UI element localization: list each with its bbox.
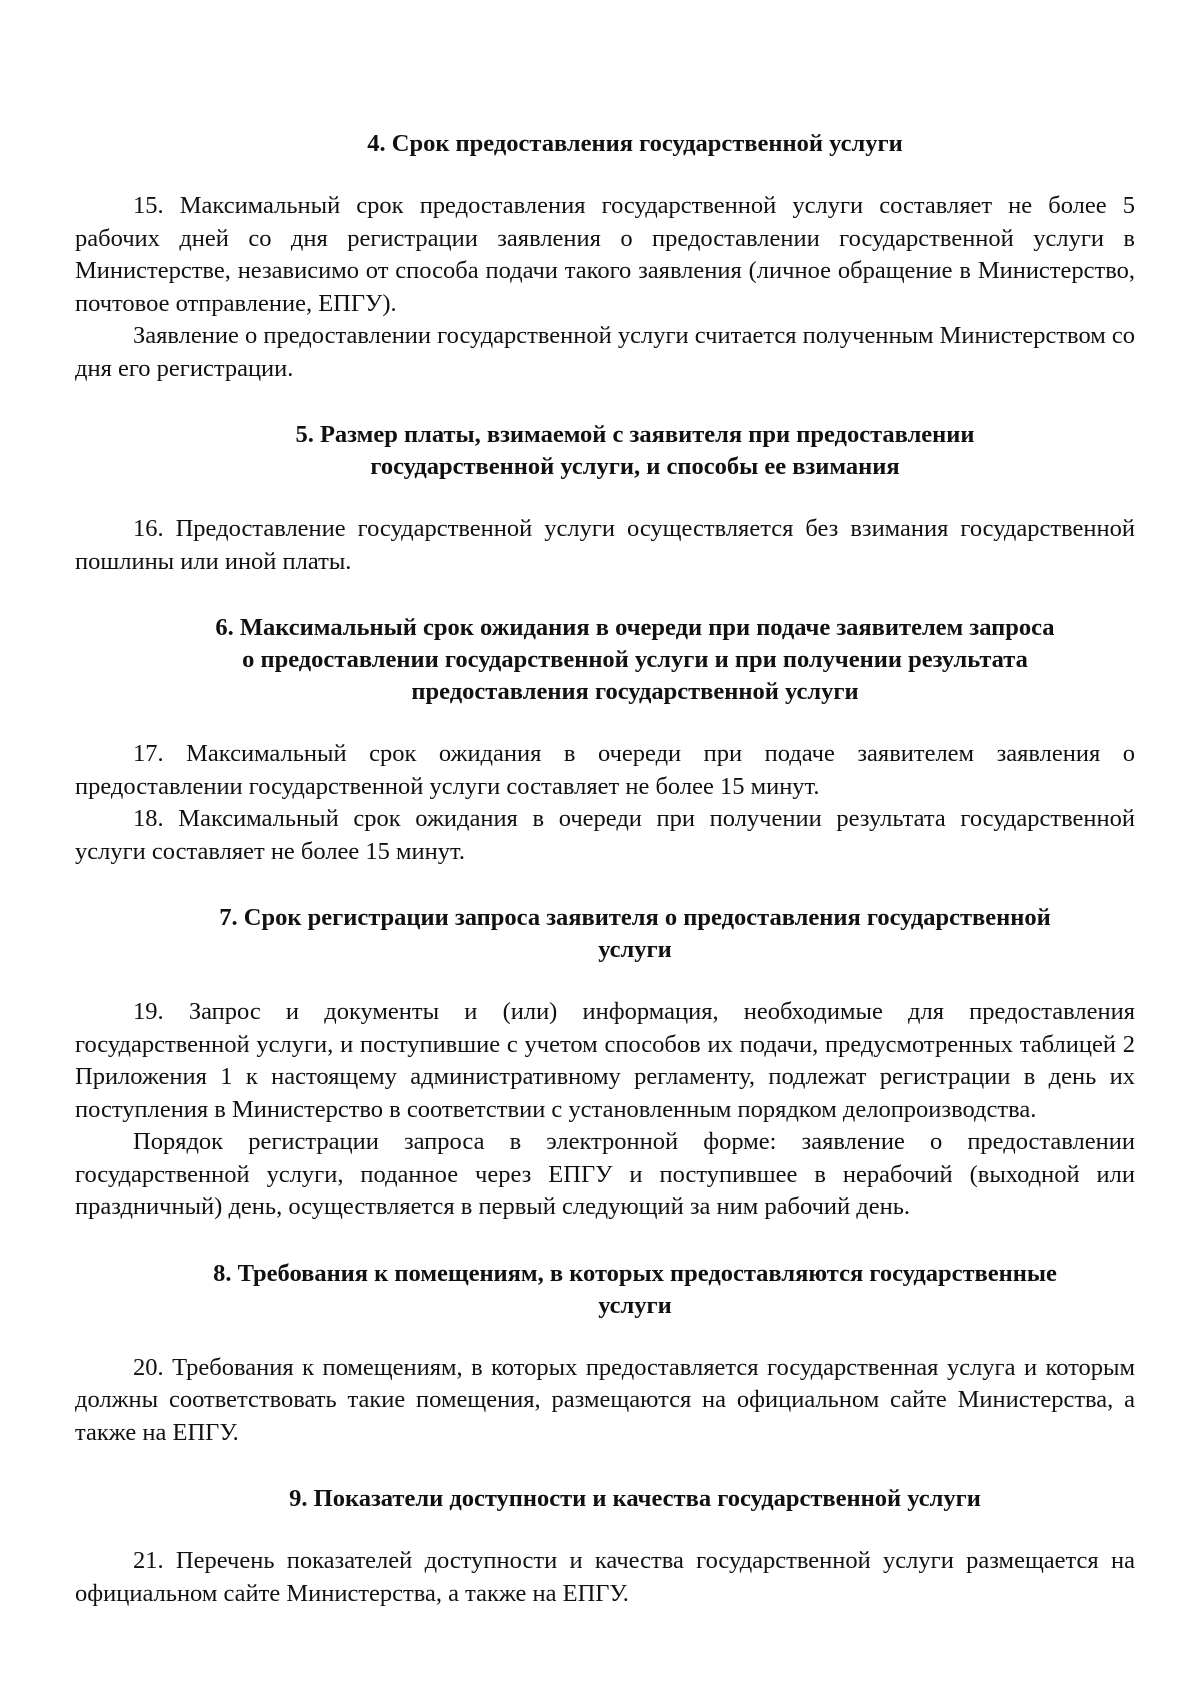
paragraph-15-note: Заявление о предоставлении государственной услуги считается полученным Министерством со дня его регистрации. bbox=[75, 322, 1135, 382]
section-title-line: 5. Размер платы, взимаемой с заявителя при предоставлении bbox=[295, 421, 975, 448]
section-6 bbox=[75, 612, 1135, 868]
paragraph-21: 21. Перечень показателей доступности и качества государственной услуги размещается на официальном сайте Министерства, а также на ЕПГУ. bbox=[75, 1547, 1135, 1607]
section-title-line: 7. Срок регистрации запроса заявителя о предоставления государственной bbox=[219, 904, 1051, 931]
section-title-line: государственной услуги, и способы ее взимания bbox=[370, 453, 900, 480]
section-title-line: о предоставлении государственной услуги и при получении результата bbox=[242, 646, 1028, 673]
section-title-line: предоставления государственной услуги bbox=[411, 678, 859, 705]
paragraph-19: 19. Запрос и документы и (или) информация, необходимые для предоставления государственной услуги, и поступившие с учетом способов их подачи, предусмотренных таблицей 2 Приложения 1 к настоящему административному регламенту, подлежат регистрации в день их поступления в Министерство в соответствии с установленным порядком делопроизводства. bbox=[75, 998, 1135, 1123]
section-7 bbox=[75, 902, 1135, 1224]
section-title-line: 9. Показатели доступности и качества государственной услуги bbox=[289, 1485, 981, 1512]
document-content bbox=[75, 128, 1135, 1610]
section-title-line: 6. Максимальный срок ожидания в очереди при подаче заявителем запроса bbox=[215, 614, 1055, 641]
section-9 bbox=[75, 1483, 1135, 1610]
paragraph-17: 17. Максимальный срок ожидания в очереди при подаче заявителем заявления о предоставлении государственной услуги составляет не более 15 минут. bbox=[75, 740, 1135, 800]
section-title bbox=[75, 612, 1135, 708]
paragraph-18: 18. Максимальный срок ожидания в очереди при получении результата государственной услуги составляет не более 15 минут. bbox=[75, 805, 1135, 865]
section-title bbox=[75, 1483, 1135, 1515]
section-8 bbox=[75, 1258, 1135, 1450]
section-4 bbox=[75, 128, 1135, 385]
paragraph-20: 20. Требования к помещениям, в которых предоставляется государственная услуга и которым должны соответствовать такие помещения, размещаются на официальном сайте Министерства, а также на ЕПГУ. bbox=[75, 1353, 1135, 1446]
section-title bbox=[75, 1258, 1135, 1322]
paragraph-16: 16. Предоставление государственной услуги осуществляется без взимания государственной пошлины или иной платы. bbox=[75, 515, 1135, 575]
section-title-line: 8. Требования к помещениям, в которых предоставляются государственные bbox=[213, 1259, 1057, 1287]
section-title bbox=[75, 128, 1135, 160]
section-5 bbox=[75, 419, 1135, 578]
section-title-line: услуги bbox=[598, 936, 672, 963]
section-title-line: услуги bbox=[598, 1291, 672, 1319]
paragraph-19-electronic: Порядок регистрации запроса в электронной форме: заявление о предоставлении государственной услуги, поданное через ЕПГУ и поступившее в нерабочий (выходной или праздничный) день, осуществляется в первый следующий за ним рабочий день. bbox=[75, 1128, 1135, 1220]
section-title bbox=[75, 419, 1135, 483]
section-title-line: 4. Срок предоставления государственной услуги bbox=[367, 130, 903, 157]
section-title bbox=[75, 902, 1135, 966]
paragraph-15: 15. Максимальный срок предоставления государственной услуги составляет не более 5 рабочих дней со дня регистрации заявления о предоставлении государственной услуги в Министерстве, независимо от способа подачи такого заявления (личное обращение в Министерство, почтовое отправление, ЕПГУ). bbox=[75, 192, 1135, 317]
